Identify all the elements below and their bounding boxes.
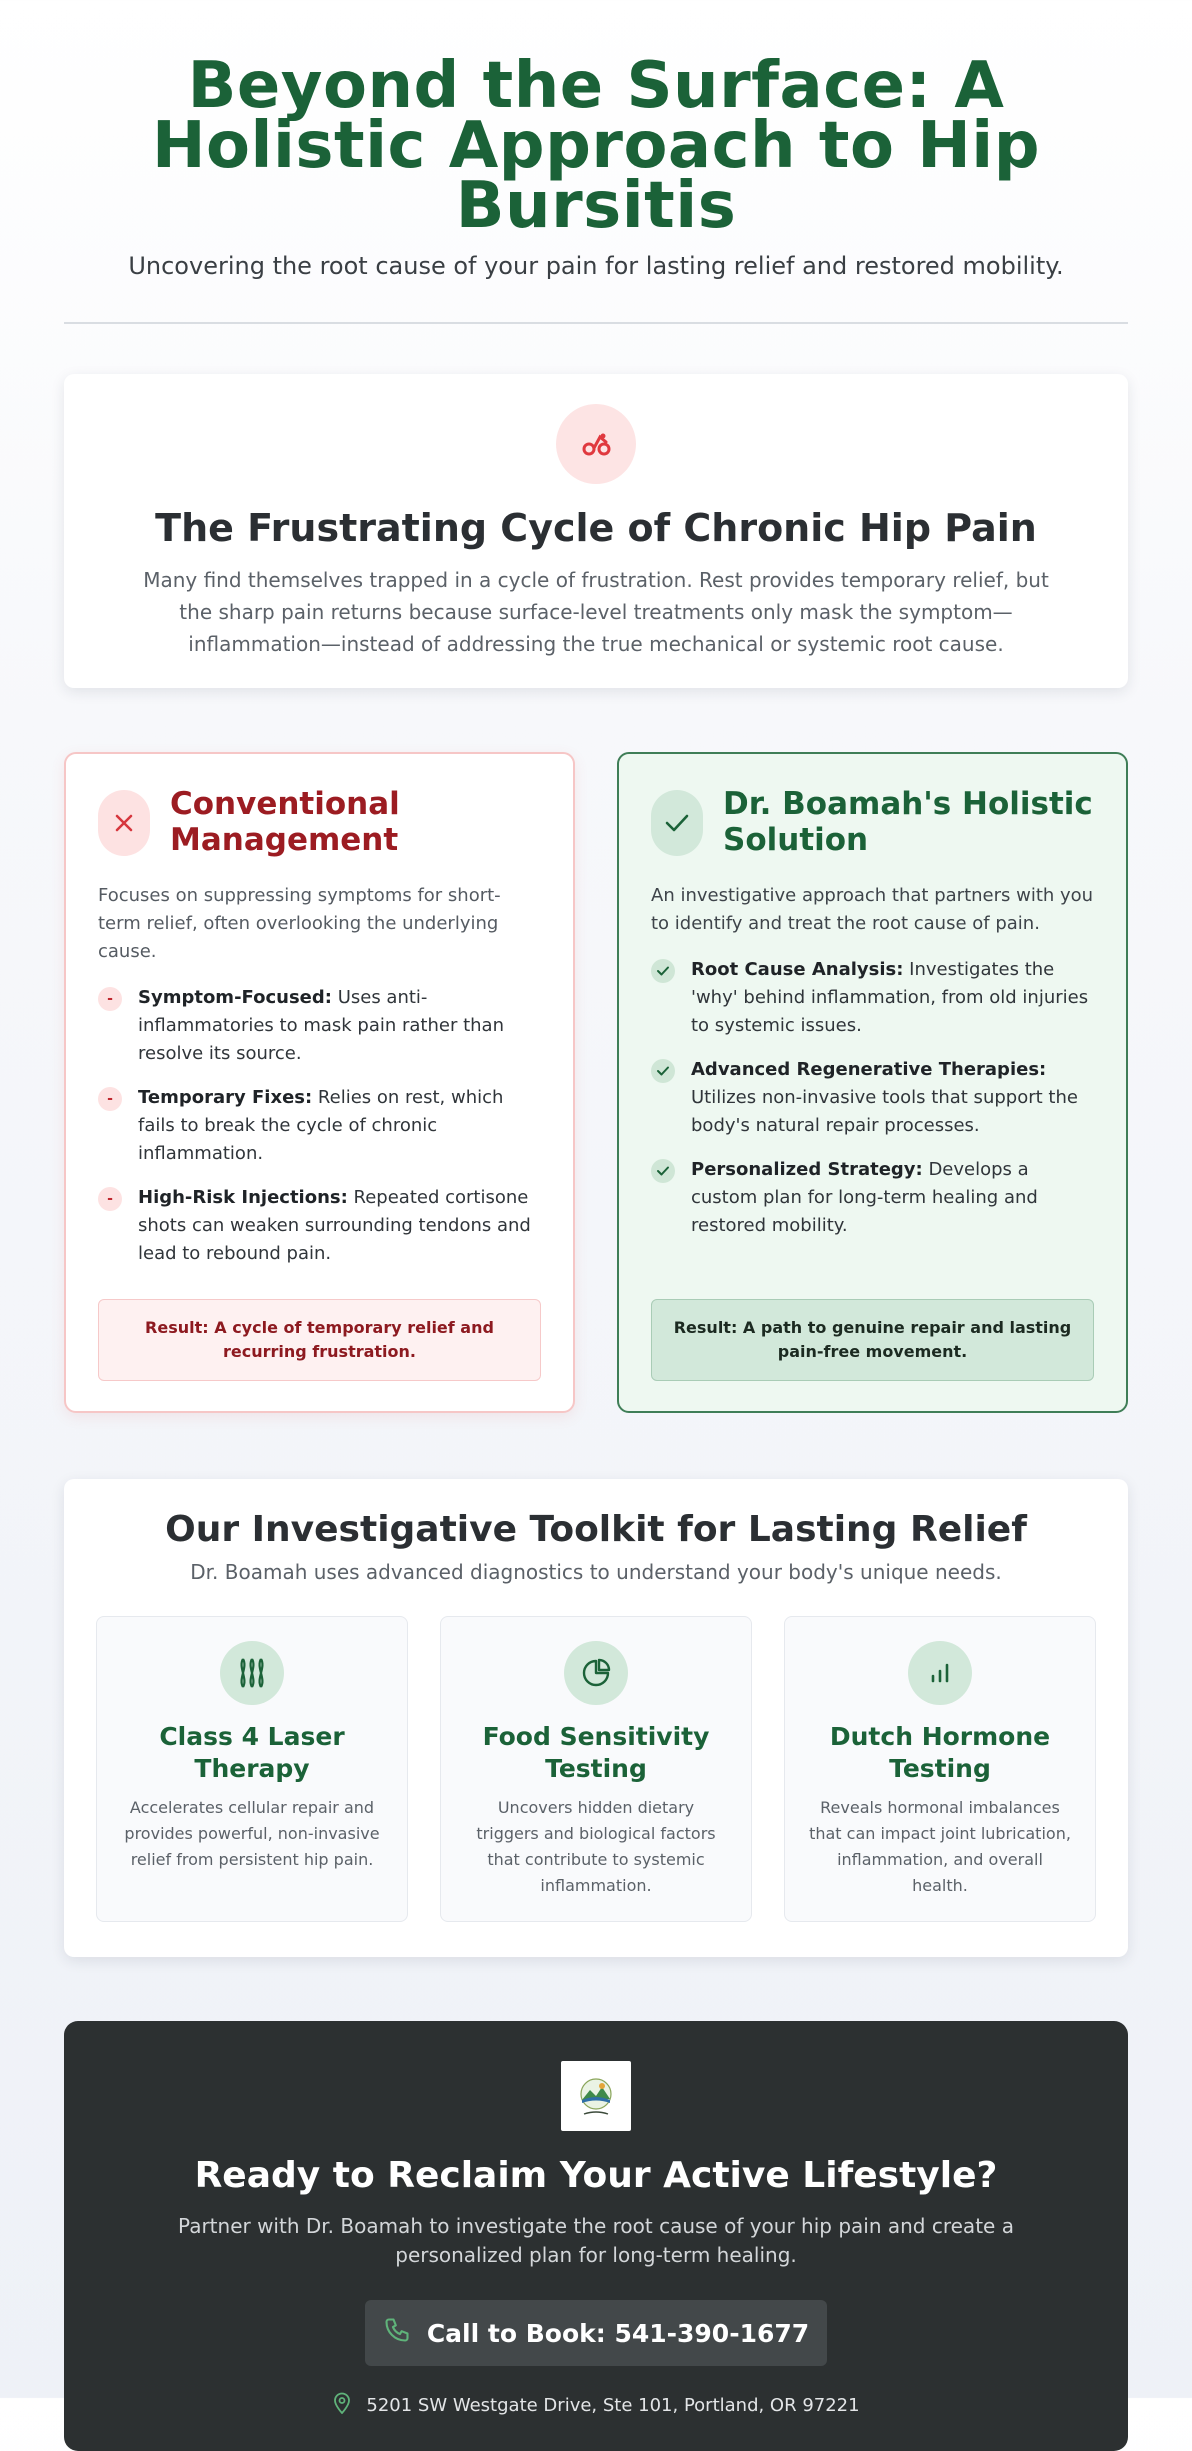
page-title: Beyond the Surface: A Holistic Approach to Hip Bursitis xyxy=(151,49,1041,243)
item-label: High-Risk Injections: xyxy=(138,1187,348,1208)
minus-icon: - xyxy=(98,1187,122,1211)
tool-card-dutch-hormone xyxy=(784,1616,1096,1922)
item-label: Personalized Strategy: xyxy=(691,1159,923,1180)
problem-body: Many find themselves trapped in a cycle of frustration. Rest provides temporary relief, but the sharp pain returns because surface-level treatments only mask the symptom—inflammation—instead of addressing the true mechanical or systemic root cause. xyxy=(143,568,1049,656)
item-label: Advanced Regenerative Therapies: xyxy=(691,1059,1047,1080)
holistic-description: An investigative approach that partners with you to identify and treat the root cause of pain. xyxy=(651,885,1094,934)
cta-section xyxy=(64,2021,1128,2451)
item-text: Investigates the 'why' behind inflammation, from old injuries to systemic issues. xyxy=(691,959,1089,1036)
pie-chart-icon xyxy=(564,1641,628,1705)
list-item-text xyxy=(691,1156,1094,1240)
list-item xyxy=(98,1084,541,1168)
tool-description: Uncovers hidden dietary triggers and biological factors that contribute to systemic inflammation. xyxy=(476,1798,716,1895)
item-text: Repeated cortisone shots can weaken surrounding tendons and lead to rebound pain. xyxy=(138,1187,531,1264)
item-label: Root Cause Analysis: xyxy=(691,959,904,980)
call-button-label: Call to Book: 541-390-1677 xyxy=(426,2318,810,2348)
bar-chart-icon xyxy=(908,1641,972,1705)
minus-icon: - xyxy=(98,1087,122,1111)
conventional-title: Conventional Management xyxy=(170,786,400,858)
tool-title: Class 4 Laser Therapy xyxy=(159,1722,345,1783)
toolkit-section xyxy=(64,1479,1128,1957)
cta-body: Partner with Dr. Boamah to investigate the root cause of your hip pain and create a personalized plan for long-term healing. xyxy=(178,2214,1014,2267)
tool-description: Reveals hormonal imbalances that can impact joint lubrication, inflammation, and overall health. xyxy=(809,1798,1071,1895)
comparison xyxy=(64,752,1128,1413)
call-to-book-button[interactable] xyxy=(365,2300,827,2366)
holistic-card xyxy=(617,752,1128,1413)
check-icon xyxy=(651,790,703,856)
tool-title: Food Sensitivity Testing xyxy=(482,1722,710,1783)
holistic-result: Result: A path to genuine repair and lasting pain-free movement. xyxy=(651,1299,1094,1381)
clinic-address xyxy=(124,2392,1068,2419)
list-item xyxy=(651,1156,1094,1240)
item-text: Relies on rest, which fails to break the cycle of chronic inflammation. xyxy=(138,1087,504,1164)
item-text: Utilizes non-invasive tools that support the body's natural repair processes. xyxy=(691,1087,1078,1136)
conventional-card xyxy=(64,752,575,1413)
conventional-header xyxy=(98,786,541,858)
header-divider xyxy=(64,322,1128,324)
list-item-text xyxy=(691,1056,1094,1140)
tool-title: Dutch Hormone Testing xyxy=(829,1722,1051,1783)
holistic-title: Dr. Boamah's Holistic Solution xyxy=(723,786,1093,858)
item-text: Develops a custom plan for long-term healing and restored mobility. xyxy=(691,1159,1038,1236)
toolkit-subtitle: Dr. Boamah uses advanced diagnostics to understand your body's unique needs. xyxy=(190,1560,1002,1584)
check-small-icon xyxy=(651,959,675,983)
list-item-text xyxy=(138,984,541,1068)
phone-icon xyxy=(383,2316,411,2350)
item-label: Symptom-Focused: xyxy=(138,987,332,1008)
hero xyxy=(64,0,1128,280)
broken-cycle-icon xyxy=(556,404,636,484)
list-item xyxy=(98,1184,541,1268)
holistic-list xyxy=(651,956,1094,1240)
toolkit-title: Our Investigative Toolkit for Lasting Relief xyxy=(165,1509,1027,1550)
tool-card-food-sensitivity xyxy=(440,1616,752,1922)
problem-title: The Frustrating Cycle of Chronic Hip Pain xyxy=(155,506,1037,550)
map-pin-icon xyxy=(332,2392,352,2419)
x-icon xyxy=(98,790,150,856)
conventional-result: Result: A cycle of temporary relief and recurring frustration. xyxy=(98,1299,541,1381)
check-small-icon xyxy=(651,1059,675,1083)
address-text: 5201 SW Westgate Drive, Ste 101, Portland, OR 97221 xyxy=(366,2395,860,2416)
tool-description: Accelerates cellular repair and provides powerful, non-invasive relief from persistent hip pain. xyxy=(124,1798,380,1869)
list-item xyxy=(98,984,541,1068)
conventional-description: Focuses on suppressing symptoms for short-term relief, often overlooking the underlying cause. xyxy=(98,885,501,962)
conventional-list xyxy=(98,984,541,1268)
list-item xyxy=(651,1056,1094,1140)
list-item xyxy=(651,956,1094,1040)
clinic-logo xyxy=(561,2061,631,2131)
check-small-icon xyxy=(651,1159,675,1183)
page-subtitle: Uncovering the root cause of your pain for lasting relief and restored mobility. xyxy=(128,252,1064,280)
laser-wave-icon xyxy=(220,1641,284,1705)
minus-icon: - xyxy=(98,987,122,1011)
problem-card xyxy=(64,374,1128,688)
tool-card-laser xyxy=(96,1616,408,1922)
cta-title: Ready to Reclaim Your Active Lifestyle? xyxy=(194,2155,998,2196)
toolkit-grid xyxy=(96,1616,1096,1922)
holistic-header xyxy=(651,786,1094,858)
list-item-text xyxy=(138,1184,541,1268)
list-item-text xyxy=(138,1084,541,1168)
item-text: Uses anti-inflammatories to mask pain rather than resolve its source. xyxy=(138,987,504,1064)
item-label: Temporary Fixes: xyxy=(138,1087,313,1108)
list-item-text xyxy=(691,956,1094,1040)
